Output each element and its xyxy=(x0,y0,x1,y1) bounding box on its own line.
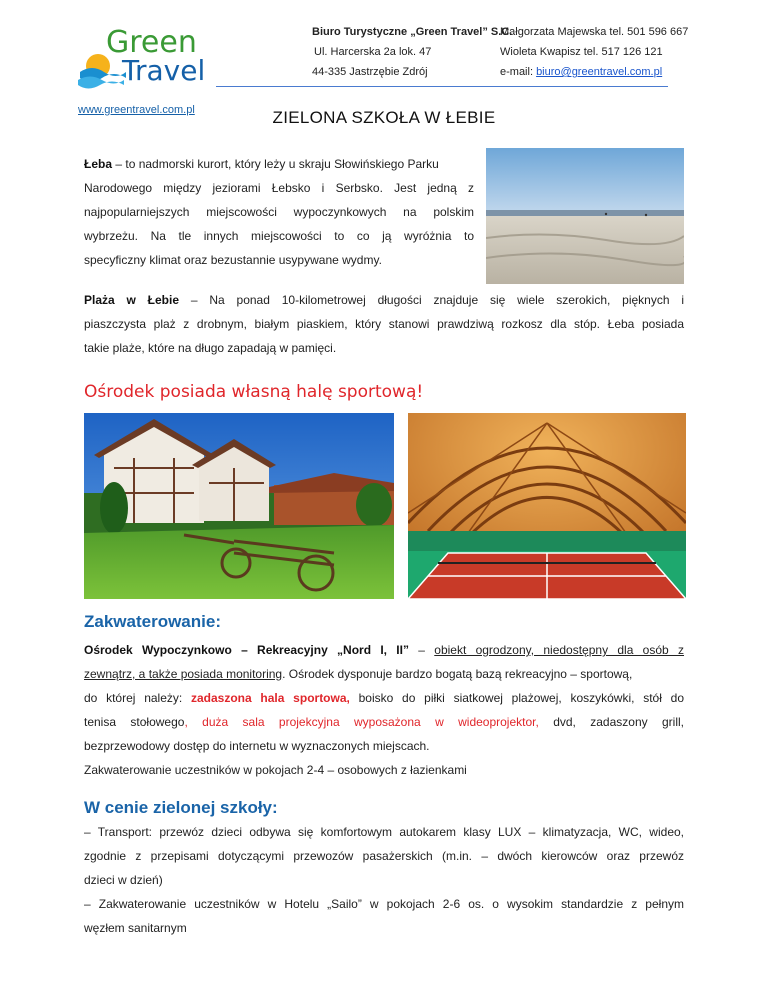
leba-description xyxy=(84,152,474,272)
accommodation-heading: Zakwaterowanie: xyxy=(84,612,221,631)
included-description xyxy=(84,820,684,940)
logo-word-travel: Travel xyxy=(122,54,206,87)
leba-line-2: Narodowego między jeziorami Łebsko i Serbsko. Jest jedną z xyxy=(84,181,474,195)
accommodation-line-2: zewnątrz, a także posiada monitoring. Ośrodek dysponuje bardzo bogatą bazą rekreacyjno – sportową, xyxy=(84,667,633,681)
contact-majewska: Małgorzata Majewska tel. 501 596 667 xyxy=(500,26,689,38)
included-line-2: zgodnie z przepisami dotyczącymi przewozów pasażerskich (m.in. – dwóch kierowców oraz przewóz xyxy=(84,849,684,863)
contact-email: e-mail: biuro@greentravel.com.pl xyxy=(500,66,663,78)
contact-kwapisz: Wioleta Kwapisz tel. 517 126 121 xyxy=(500,46,663,58)
beach-line-1: Plaża w Łebie – Na ponad 10-kilometrowej długości znajduje się wiele szerokich, pięknych i xyxy=(84,293,685,307)
leba-line-5: specyficzny klimat oraz bezustannie usypywane wydmy. xyxy=(84,253,382,267)
accommodation-line-5: bezprzewodowy dostęp do internetu w wyznaczonych miejscach. xyxy=(84,739,430,753)
company-name: Biuro Turystyczne „Green Travel” S.C. xyxy=(312,26,513,38)
leba-line-3: najpopularniejszych miejscowości wypoczynkowych na polskim xyxy=(84,205,474,219)
sports-hall-photo xyxy=(408,413,686,599)
included-line-3: dzieci w dzień) xyxy=(84,873,163,887)
hall-heading: Ośrodek posiada własną halę sportową! xyxy=(84,382,424,402)
company-city: 44-335 Jastrzębie Zdrój xyxy=(312,66,428,78)
accommodation-line-4: tenisa stołowego, duża sala projekcyjna wyposażona w wideoprojektor, dvd, zadaszony grill, xyxy=(84,715,684,729)
beach-line-2: piaszczysta plaż z drobnym, białym piaskiem, który stanowi prawdziwą rozkosz dla stóp. Łeba posiada xyxy=(84,317,684,331)
accommodation-description xyxy=(84,638,684,782)
company-logo xyxy=(78,25,208,116)
logo-word-green: Green xyxy=(106,25,197,60)
document-title: ZIELONA SZKOŁA W ŁEBIE xyxy=(272,108,496,127)
included-line-4: – Zakwaterowanie uczestników w Hotelu „Sailo” w pokojach 2-6 os. o wysokim standardzie z pełnym xyxy=(84,897,684,911)
resort-photo xyxy=(84,413,394,599)
included-heading: W cenie zielonej szkoły: xyxy=(84,798,278,817)
leba-line-1: Łeba – to nadmorski kurort, który leży u skraju Słowińskiego Parku xyxy=(84,157,439,171)
company-street: Ul. Harcerska 2a lok. 47 xyxy=(314,46,432,58)
accommodation-line-3: do której należy: zadaszona hala sportowa, boisko do piłki siatkowej plażowej, koszykówki, stół do xyxy=(84,691,685,705)
leba-line-4: wybrzeżu. Na tle innych miejscowości to co ją wyróżnia to xyxy=(84,229,474,243)
beach-photo xyxy=(486,148,684,284)
email-link[interactable]: biuro@greentravel.com.pl xyxy=(536,66,663,78)
accommodation-line-1: Ośrodek Wypoczynkowo – Rekreacyjny „Nord I, II” – obiekt ogrodzony, niedostępny dla osób z xyxy=(84,643,685,657)
accommodation-line-6: Zakwaterowanie uczestników w pokojach 2-4 – osobowych z łazienkami xyxy=(84,763,467,777)
included-line-5: węzłem sanitarnym xyxy=(84,921,187,935)
beach-description xyxy=(84,288,684,360)
header-divider xyxy=(216,86,668,87)
website-link[interactable]: www.greentravel.com.pl xyxy=(78,104,195,116)
beach-line-3: takie plaże, które na długo zapadają w pamięci. xyxy=(84,341,337,355)
included-line-1: – Transport: przewóz dzieci odbywa się komfortowym autokarem klasy LUX – klimatyzacja, WC, wideo, xyxy=(84,825,684,839)
